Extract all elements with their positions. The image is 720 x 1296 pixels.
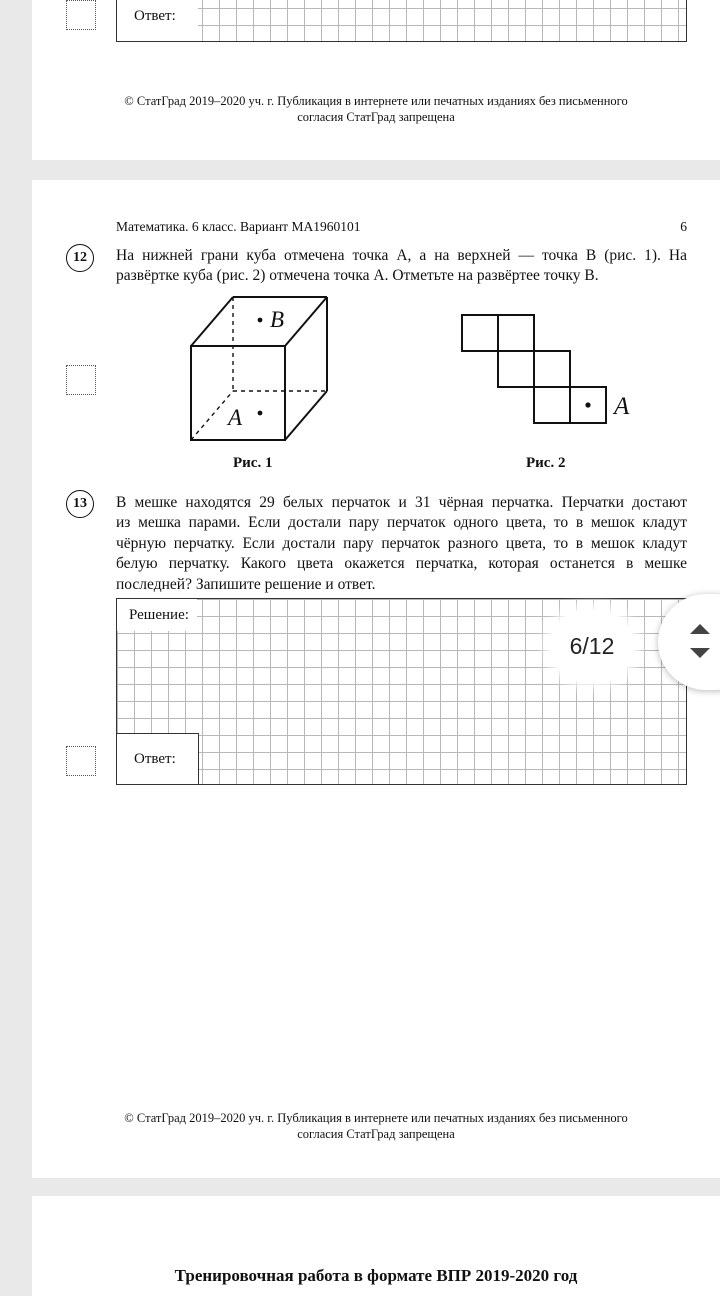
- question-12-text: [116, 246, 687, 287]
- footer-line-1: © СтатГрад 2019–2020 уч. г. Публикация в интернете или печатных изданиях без письменного: [124, 94, 628, 108]
- page-header-number: 6: [680, 219, 687, 234]
- next-page-title: Тренировочная работа в формате ВПР 2019-2020 год: [174, 1266, 578, 1285]
- chevron-up-icon: [688, 622, 712, 636]
- net-point-a-label: A: [614, 393, 630, 420]
- net-squares: [462, 315, 606, 423]
- page-next: [32, 1196, 720, 1296]
- question-12-line-2: развёртке куба (рис. 2) отмечена точка А. Отметьте на развёртее точку В.: [116, 267, 599, 285]
- question-13-number: 13: [66, 490, 94, 518]
- footer-line-2: согласия СтатГрад запрещена: [297, 110, 455, 124]
- footer-line-1: © СтатГрад 2019–2020 уч. г. Публикация в интернете или печатных изданиях без письменного: [124, 1111, 628, 1125]
- question-12-score-box[interactable]: [66, 365, 96, 395]
- question-13-line-1: В мешке находятся 29 белых перчаток и 31 чёрная перчатка. Перчатки достают: [116, 494, 687, 511]
- question-13-text: [116, 493, 687, 595]
- chevron-down-icon: [688, 646, 712, 660]
- question-13-line-4: белую перчатку. Какого цвета окажется перчатка, которая останется в мешке: [116, 555, 687, 573]
- answer-checkbox-previous[interactable]: [66, 0, 96, 30]
- page-indicator: 6/12: [550, 610, 634, 682]
- page-header-title: Математика. 6 класс. Вариант МА1960101: [116, 219, 361, 234]
- figure-1-caption: Рис. 1: [233, 455, 273, 471]
- footer-copyright-previous: [32, 93, 720, 125]
- question-12-line-1: На нижней грани куба отмечена точка А, а на верхней — точка В (рис. 1). На: [116, 247, 687, 264]
- answer-label: Ответ:: [117, 734, 198, 784]
- point-b-label: B: [270, 307, 285, 332]
- answer-label-right-border: [198, 733, 199, 785]
- question-13-line-5: последней? Запишите решение и ответ.: [116, 575, 376, 593]
- answer-grid-previous[interactable]: [116, 0, 687, 42]
- question-13-line-2: из мешка парами. Если достали пару перчаток одного цвета, то в мешок кладут: [116, 514, 687, 532]
- page-previous: [32, 0, 720, 160]
- figure-1-cube: [182, 292, 342, 442]
- figure-2-caption: Рис. 2: [526, 455, 566, 471]
- footer-line-2: согласия СтатГрад запрещена: [297, 1127, 455, 1141]
- question-13-line-3: чёрную перчатку. Если достали пару перчаток разного цвета, то в мешок кладут: [116, 534, 687, 552]
- footer-copyright: [32, 1110, 720, 1142]
- point-a-label: A: [228, 405, 243, 430]
- question-13-score-box[interactable]: [66, 746, 96, 776]
- page-6: [32, 180, 720, 1178]
- question-12-number: 12: [66, 244, 94, 272]
- answer-label-previous: Ответ:: [117, 0, 198, 41]
- solution-label: Решение:: [117, 599, 197, 631]
- point-a-dot: [258, 411, 263, 416]
- net-point-a-dot: [585, 402, 590, 407]
- point-b-dot: [258, 318, 263, 323]
- figure-2-net: [457, 310, 677, 430]
